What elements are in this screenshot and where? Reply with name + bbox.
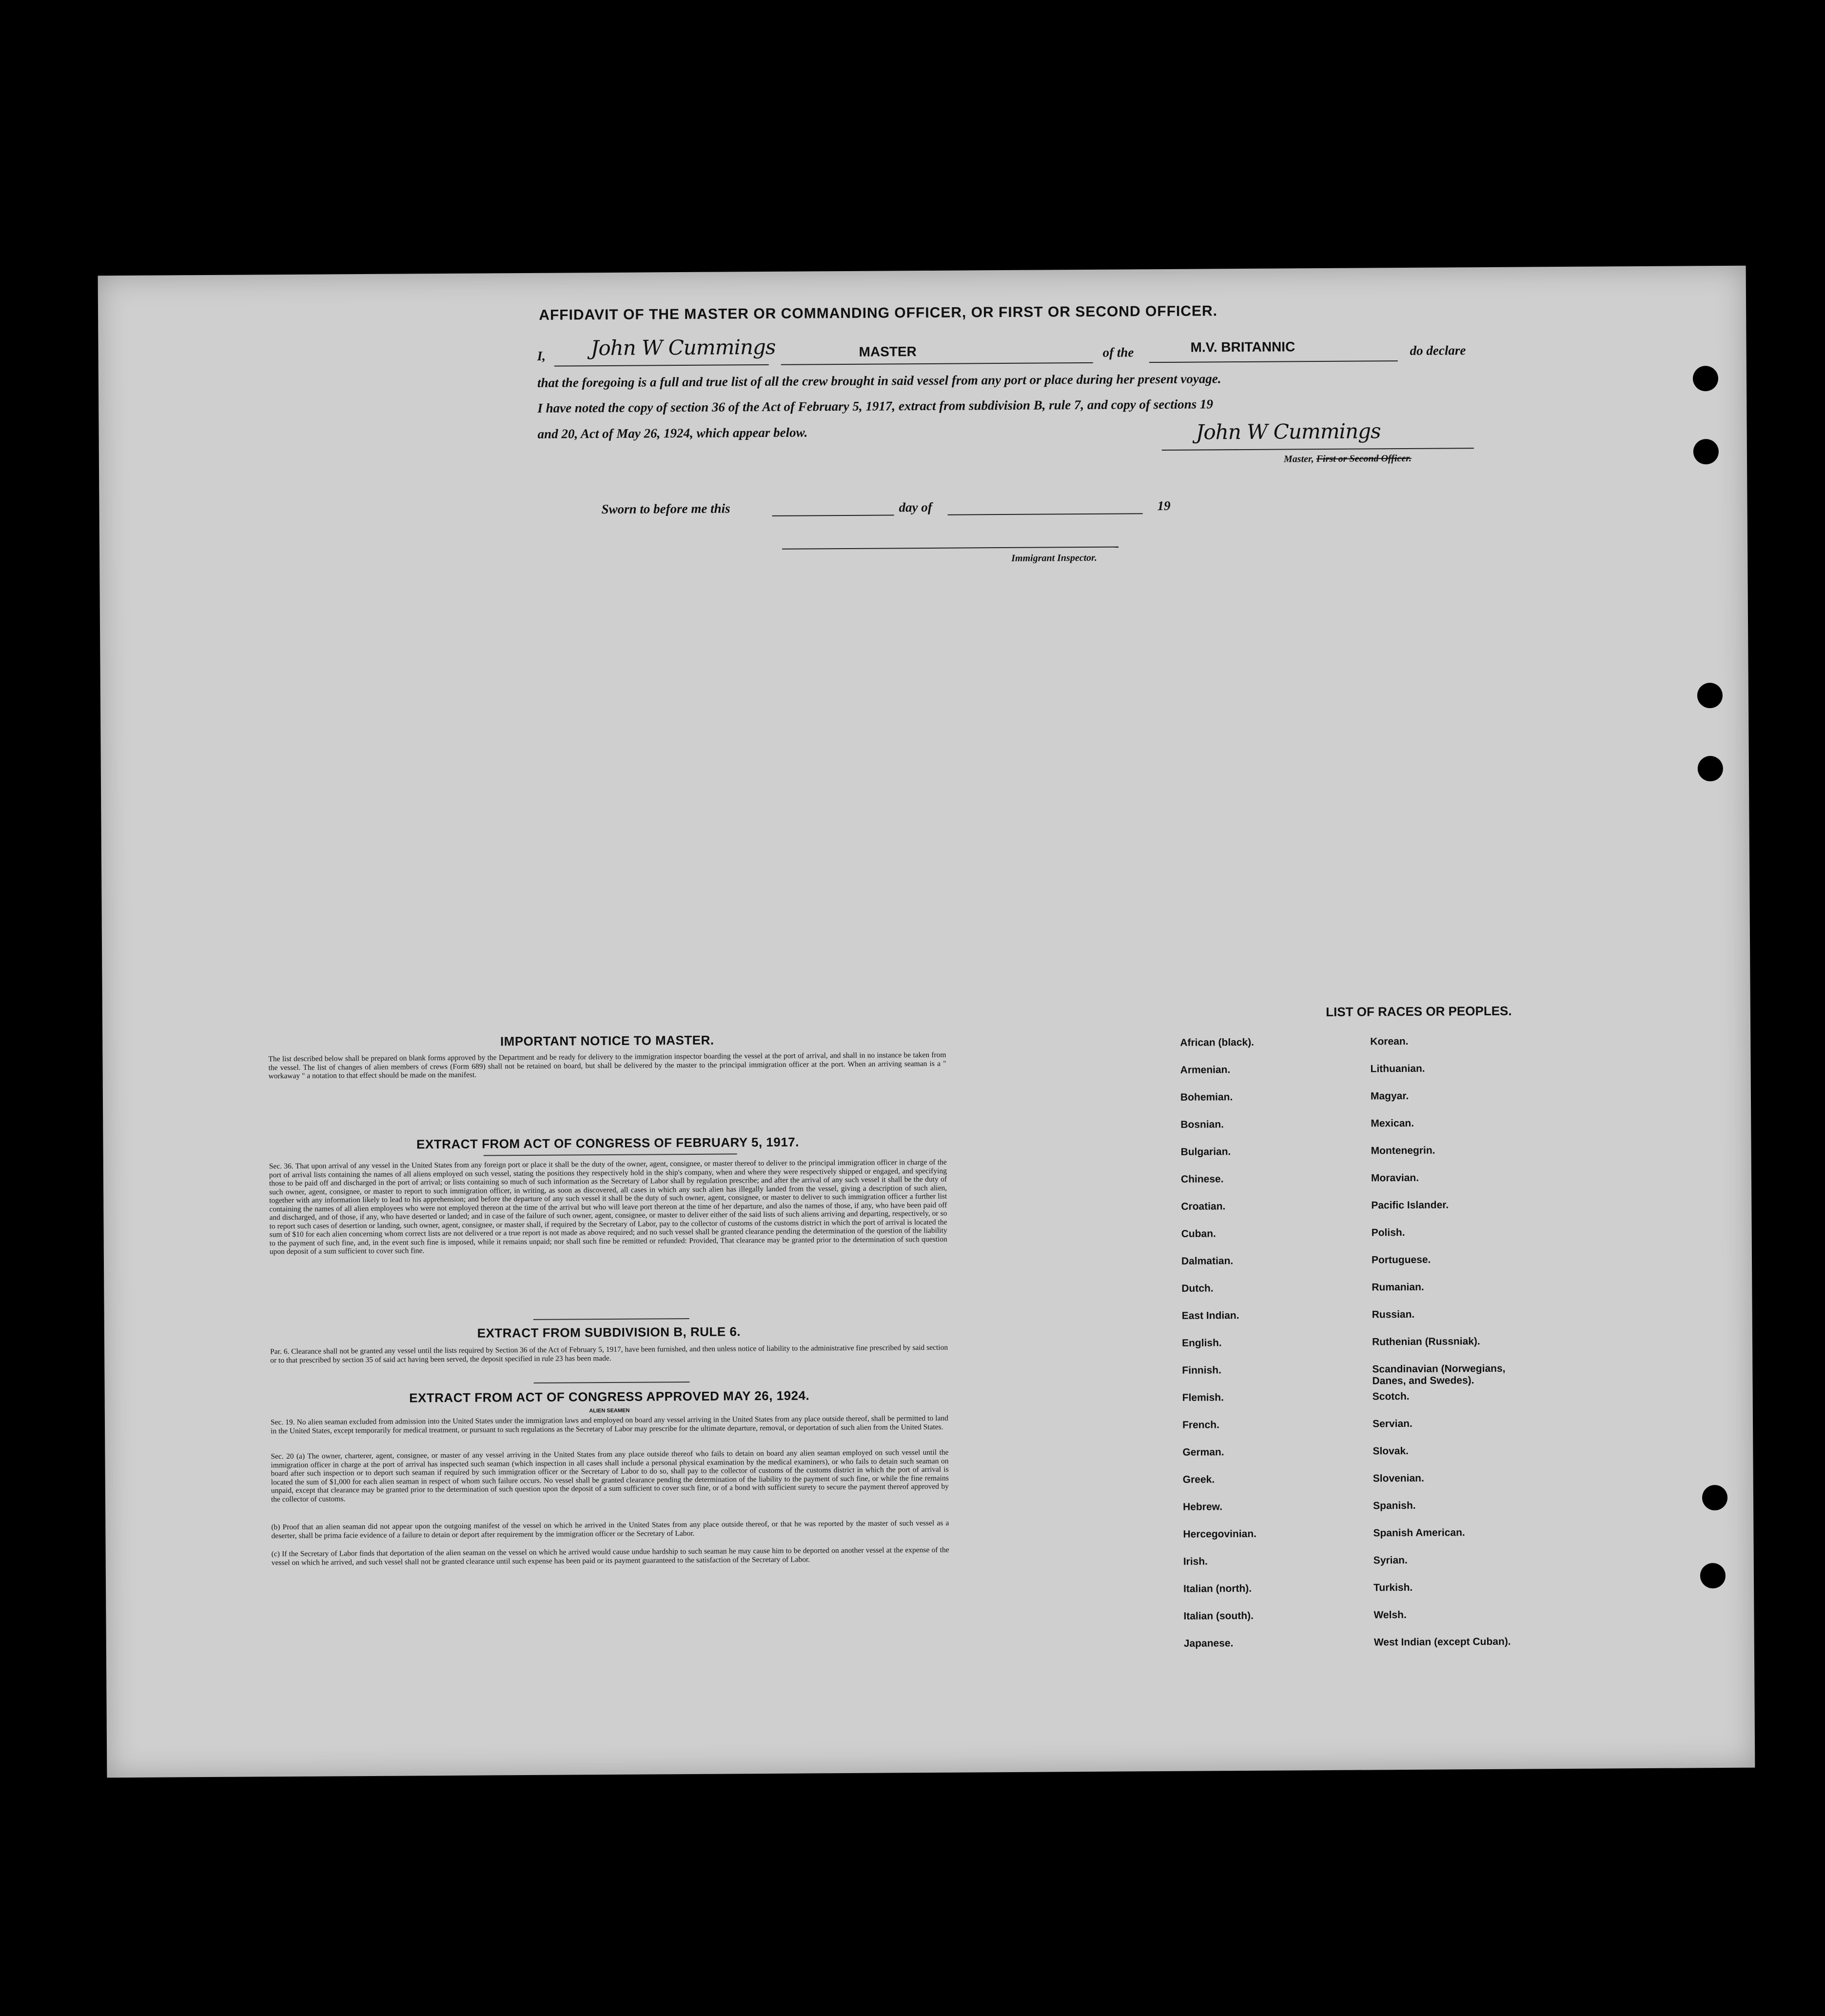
race-item: Welsh. xyxy=(1374,1609,1407,1621)
divider-rule6-top xyxy=(533,1318,689,1320)
race-item: Spanish American. xyxy=(1373,1527,1465,1539)
inspector-caption: Immigrant Inspector. xyxy=(1011,552,1097,564)
divider-1924-top xyxy=(534,1382,690,1384)
affidavit-line-3: I have noted the copy of section 36 of the Act of February 5, 1917, extract from subdivision B, rule 7, and copy of sections 19 xyxy=(537,396,1214,415)
day-of-label: day of xyxy=(899,499,932,515)
race-item: Italian (north). xyxy=(1183,1582,1252,1595)
race-item: Magyar. xyxy=(1370,1090,1409,1102)
race-item: Bosnian. xyxy=(1180,1119,1224,1130)
race-item: Croatian. xyxy=(1181,1201,1226,1212)
extract-1917-body: Sec. 36. That upon arrival of any vessel in the United States from any foreign port or place it shall be the duty of the owner, agent, consignee, or master thereof to deliver to the principal immigration officer in charge of the port of arrival lists containing the names of all aliens employed on such vessel, stating the positions they respectively hold in the ship's company, when and where they were respectively shipped or engaged, and specifying those to be paid off and discharged in the port of arrival; or lists containing so much of such information as the Secretary of Labor shall by regulation prescribe; and after the arrival of any such vessel it shall be the duty of such owner, agent, consignee, or master to report to such immigration officer, in writing, as soon as discovered, all cases in which any such alien has illegally landed from the vessel, giving a description of such alien, together with any information likely to lead to his apprehension; and before the departure of any such vessel it shall be the duty of such owner, agent, consignee, or master to deliver to such immigration officer a further list containing the names of all alien employees who were not employed thereon at the time of the arrival but who will leave port thereon at the time of her departure, and also the names of those, if any, who have been paid off and discharged, and of those, if any, who have deserted or landed; and in case of the failure of such owner, agent, consignee, or master to deliver either of the said lists of such aliens arriving and departing, respectively, or so to report such cases of desertion or landing, such owner, agent, consignee, or master shall, if required by the Secretary of Labor, pay to the collector of customs of the customs district in which the port of arrival is located the sum of $10 for each alien concerning whom correct lists are not delivered or a true report is not made as above required; and no such vessel shall be granted clearance pending the determination of the question of the liability to the payment of such fine, and, in the event such fine is imposed, while it remains unpaid; nor shall such fine be remitted or refunded: Provided, That clearance may be granted prior to the determination of such question upon deposit of a sum sufficient to cover such fine. xyxy=(269,1158,947,1256)
caption-master: Master, xyxy=(1283,454,1314,465)
extract-rule6-title: EXTRACT FROM SUBDIVISION B, RULE 6. xyxy=(477,1324,741,1341)
affidavit-title: AFFIDAVIT OF THE MASTER OR COMMANDING OFFICER, OR FIRST OR SECOND OFFICER. xyxy=(539,303,1218,323)
extract-1924-sec20a: Sec. 20 (a) The owner, charterer, agent, consignee, or master of any vessel arriving in the United States from any place outside thereof who fails to detain on board any alien seaman employed on such vessel until the immigration officer in charge at the port of arrival has inspected such seaman (which inspection in all cases shall include a personal physical examination by the medical examiners), or who fails to detain such seaman on board after such inspection or to deport such seaman if required by such immigration officer or the Secretary of Labor to do so, shall pay to the collector of customs of the customs district in which the port of arrival is located the sum of $1,000 for each alien seaman in respect of whom such failure occurs. No vessel shall be granted clearance pending the determination of the liability to the payment of such fine, or while the fine remains unpaid, except that clearance may be granted prior to the determination of such question upon the deposit of a sum sufficient to cover such fine, or of a bond with sufficient surety to secure the payment thereof approved by the collector of customs. xyxy=(271,1448,949,1503)
affidavit-i-label: I, xyxy=(537,348,546,363)
race-item: Servian. xyxy=(1372,1418,1413,1430)
race-item: Turkish. xyxy=(1374,1581,1413,1594)
race-item: African (black). xyxy=(1180,1036,1255,1048)
race-item: Pacific Islander. xyxy=(1371,1199,1449,1211)
punch-hole xyxy=(1702,1485,1727,1510)
of-the-label: of the xyxy=(1102,345,1134,360)
punch-hole xyxy=(1698,756,1723,781)
race-item: Polish. xyxy=(1371,1227,1405,1239)
sworn-before-label: Sworn to before me this xyxy=(601,501,730,517)
race-item: Slovenian. xyxy=(1373,1472,1424,1484)
notice-title: IMPORTANT NOTICE TO MASTER. xyxy=(500,1032,714,1049)
vessel-line xyxy=(1149,360,1398,363)
sworn-day-line xyxy=(772,514,894,516)
rank-line xyxy=(781,362,1093,365)
signature-line xyxy=(554,364,769,367)
race-item: Cuban. xyxy=(1181,1228,1216,1240)
race-item: Finnish. xyxy=(1182,1364,1221,1376)
notice-body: The list described below shall be prepared on blank forms approved by the Department and be ready for delivery to the immigration inspector boarding the vessel at the port of arrival, and shall in no instance be taken from the vessel. The list of changes of alien members of crews (Form 689) shall not be retained on board, but shall be delivered by the master to the principal immigration officer at the port. When an arriving seaman is a " workaway " a notation to that effect should be made on the manifest. xyxy=(268,1050,946,1081)
race-item: Portuguese. xyxy=(1371,1254,1431,1266)
race-item: Ruthenian (Russniak). xyxy=(1372,1336,1480,1348)
race-item: French. xyxy=(1182,1419,1219,1431)
officer-signature-line xyxy=(1162,448,1474,451)
race-item: Dutch. xyxy=(1181,1283,1214,1294)
race-item: Armenian. xyxy=(1180,1064,1231,1076)
races-left-column xyxy=(98,266,1746,276)
race-item: Moravian. xyxy=(1371,1172,1419,1184)
officer-signature: John W Cummings xyxy=(1196,419,1381,444)
races-right-column xyxy=(98,266,1746,276)
race-item: Mexican. xyxy=(1371,1117,1414,1129)
race-item: Scandinavian (Norwegians, Danes, and Swedes). xyxy=(1372,1363,1506,1387)
manifest-page xyxy=(98,266,1755,1778)
divider-1917 xyxy=(484,1153,737,1156)
extract-rule6-body: Par. 6. Clearance shall not be granted any vessel until the lists required by Section 36 of the Act of February 5, 1917, have been furnished, and then unless notice of liability to the administrative fine prescribed by said section or to that prescribed by section 35 of said act having been served, the deposit specified in rule 23 has been made. xyxy=(270,1343,948,1364)
races-title: LIST OF RACES OR PEOPLES. xyxy=(1326,1003,1512,1019)
race-item: Bulgarian. xyxy=(1180,1146,1231,1158)
race-item: Lithuanian. xyxy=(1370,1063,1425,1075)
race-item: Korean. xyxy=(1370,1035,1409,1048)
race-item: German. xyxy=(1182,1446,1224,1458)
race-item: Greek. xyxy=(1182,1474,1215,1485)
race-item: Hebrew. xyxy=(1183,1501,1223,1513)
do-declare-label: do declare xyxy=(1410,343,1466,358)
punch-hole xyxy=(1700,1563,1726,1588)
punch-hole xyxy=(1693,366,1718,391)
caption-struck: First or Second Officer. xyxy=(1316,453,1412,465)
race-item: Irish. xyxy=(1183,1556,1208,1567)
extract-1924-sec20b: (b) Proof that an alien seaman did not appear upon the outgoing manifest of the vessel on which he arrived in the United States from any place outside thereof, or that he was reported by the master of such vessel as a deserter, shall be prima facie evidence of a failure to detain or deport after requirement by the immigration officer or the Secretary of Labor. xyxy=(271,1519,949,1540)
punch-hole xyxy=(1697,683,1723,708)
race-item: Spanish. xyxy=(1373,1500,1416,1512)
year-prefix: 19 xyxy=(1157,498,1171,514)
affidavit-line-2: that the foregoing is a full and true list of all the crew brought in said vessel from any port or place during her present voyage. xyxy=(537,371,1221,390)
rank-value: MASTER xyxy=(859,344,917,359)
extract-1924-sec20c: (c) If the Secretary of Labor finds that deportation of the alien seaman on the vessel on which he arrived would cause undue hardship to such seaman he may cause him to be deported on another vessel at the expense of the vessel on which he arrived, and such vessel shall not be granted clearance until such expense has been paid or its payment guaranteed to the satisfaction of the Secretary of Labor. xyxy=(271,1545,949,1567)
race-item: Scotch. xyxy=(1372,1390,1410,1403)
punch-hole xyxy=(1693,439,1719,464)
race-item: Dalmatian. xyxy=(1181,1255,1234,1267)
affidavit-line-4: and 20, Act of May 26, 1924, which appear below. xyxy=(537,425,808,441)
race-item: Rumanian. xyxy=(1372,1281,1424,1293)
race-item: Russian. xyxy=(1372,1308,1415,1321)
vessel-name: M.V. BRITANNIC xyxy=(1190,339,1295,355)
race-item: West Indian (except Cuban). xyxy=(1374,1636,1511,1648)
inspector-signature-line xyxy=(782,547,1119,550)
race-item: Bohemian. xyxy=(1180,1091,1233,1103)
extract-1917-title: EXTRACT FROM ACT OF CONGRESS OF FEBRUARY 5, 1917. xyxy=(416,1134,800,1152)
race-item: Montenegrin. xyxy=(1371,1145,1435,1157)
race-item: Japanese. xyxy=(1183,1638,1234,1649)
officer-caption xyxy=(1284,453,1412,465)
race-item: Italian (south). xyxy=(1183,1610,1254,1622)
race-item: Flemish. xyxy=(1182,1392,1224,1403)
sworn-month-line xyxy=(948,513,1143,515)
race-item: Slovak. xyxy=(1373,1445,1409,1457)
alien-seamen-subhead: ALIEN SEAMEN xyxy=(589,1407,630,1414)
race-item: Syrian. xyxy=(1373,1554,1408,1566)
master-signature: John W Cummings xyxy=(590,335,776,360)
race-item: Chinese. xyxy=(1180,1173,1224,1185)
extract-1924-title: EXTRACT FROM ACT OF CONGRESS APPROVED MAY 26, 1924. xyxy=(409,1388,810,1405)
race-item: English. xyxy=(1181,1337,1222,1349)
extract-1924-sec19: Sec. 19. No alien seaman excluded from admission into the United States under the immigration laws and employed on board any vessel arriving in the United States from any place outside thereof, shall be permitted to land in the United States, except temporarily for medical treatment, or pursuant to such regulations as the Secretary of Labor may prescribe for the ultimate departure, removal, or deportation of such alien from the United States. xyxy=(270,1414,949,1435)
race-item: East Indian. xyxy=(1181,1310,1239,1322)
race-item: Hercegovinian. xyxy=(1183,1528,1257,1540)
